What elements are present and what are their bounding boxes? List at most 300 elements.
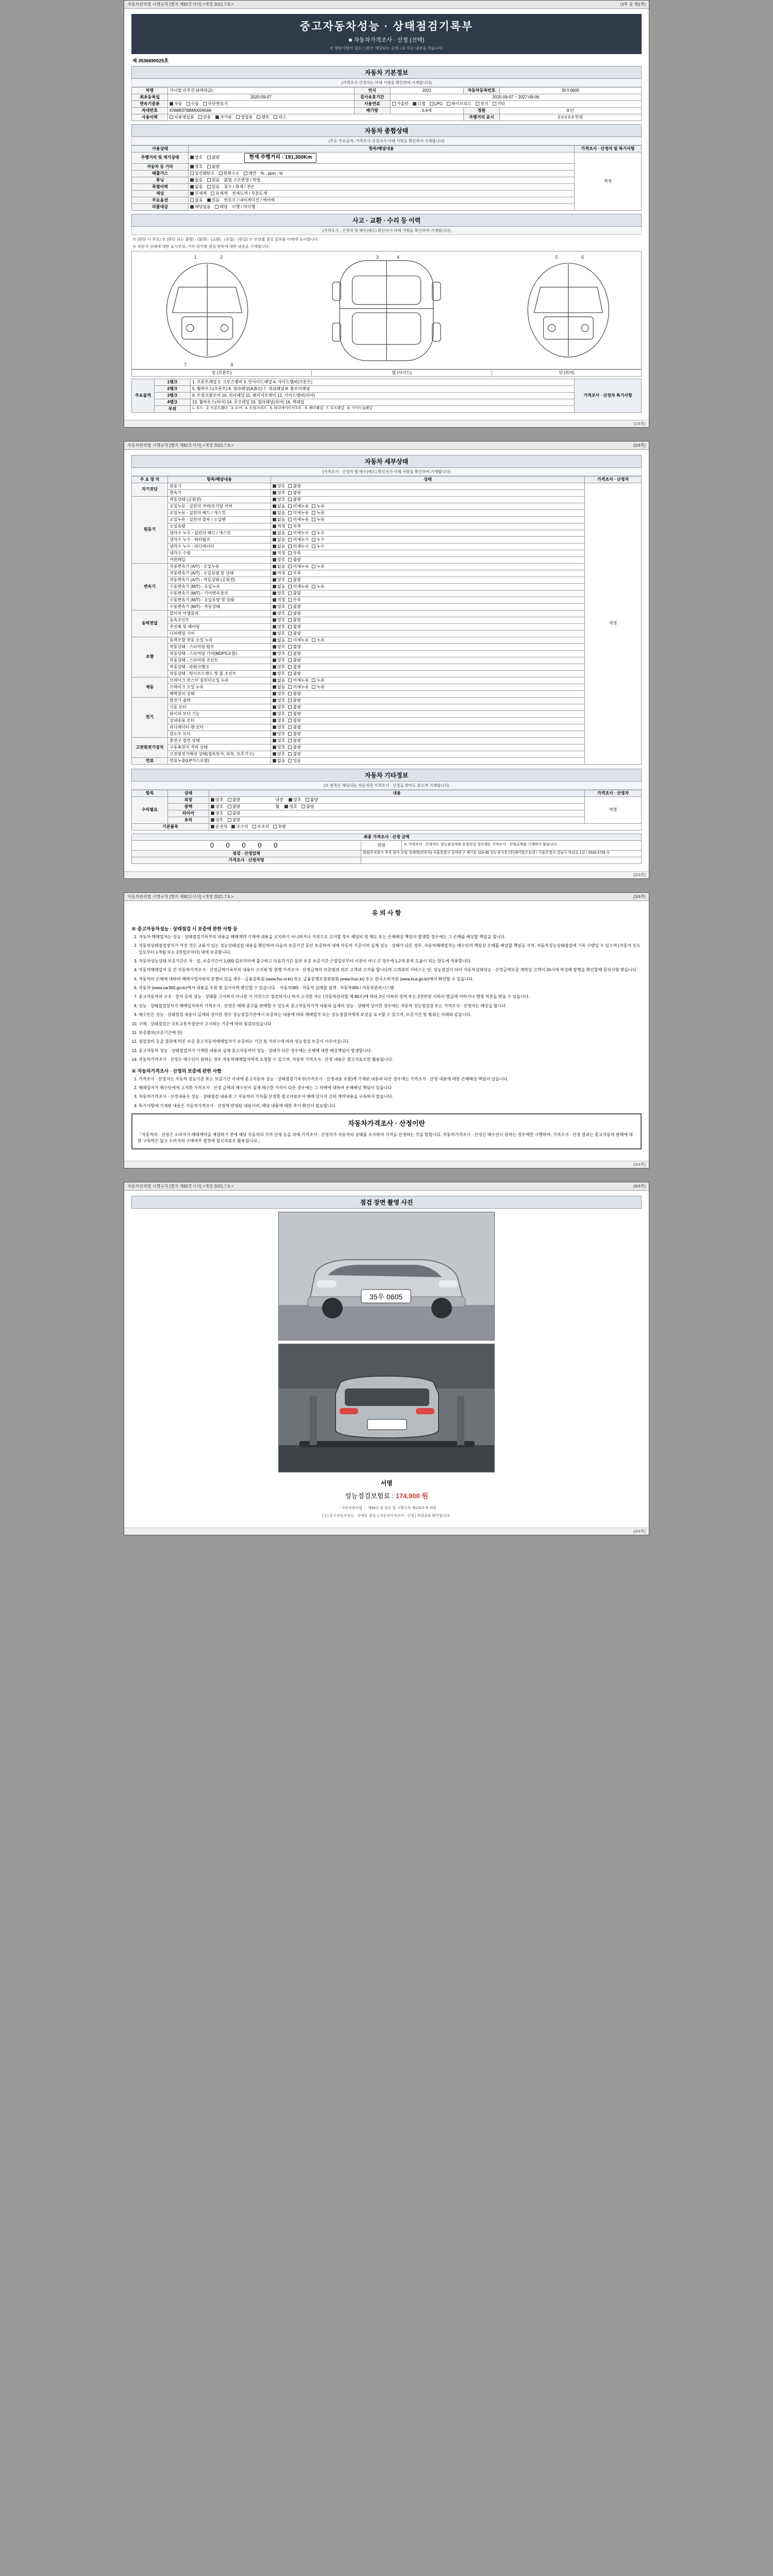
checkbox-fuel-lpg[interactable] <box>430 102 433 106</box>
checkbox-smoke[interactable] <box>244 172 247 175</box>
checkbox-2-1-2[interactable] <box>288 498 292 501</box>
value-disp: 0.4세 <box>390 108 463 114</box>
checkbox-3-5-2[interactable] <box>288 591 292 595</box>
checkbox-3-2-2[interactable] <box>288 571 292 575</box>
table-row <box>132 704 642 710</box>
basic-item-1: 조수석 <box>236 824 248 829</box>
checkbox-5-3-1[interactable] <box>273 652 276 655</box>
checkbox-4-3-1[interactable] <box>273 625 276 629</box>
table-row <box>132 710 642 717</box>
detail-item-label: 작동상태 - 스티어링 펌프 <box>168 643 271 650</box>
overall-row-0-value: 양호 불량 현재 주행거리 : 191,350Km <box>189 152 575 164</box>
checkbox-3-4-1[interactable] <box>273 585 276 588</box>
detail-item-options: 양호 불량 <box>271 710 585 717</box>
detail-group-label: 연료 <box>132 757 168 764</box>
checkbox-special-yes[interactable] <box>207 185 211 189</box>
legal-title: 자동차가격조사 · 산정이란 <box>348 1120 425 1128</box>
checkbox-7-5-2[interactable] <box>288 725 292 729</box>
checkbox-2-8-3[interactable] <box>312 545 315 548</box>
overall-row-5-label: 색상 <box>132 190 189 197</box>
checkbox-7-2-1[interactable] <box>273 705 276 709</box>
checkbox-polish-bad[interactable] <box>228 805 231 808</box>
checkbox-2-9-2[interactable] <box>288 551 292 555</box>
page-2 <box>124 441 649 879</box>
table-row <box>132 737 642 744</box>
checkbox-2-3-1[interactable] <box>273 511 276 515</box>
checkbox-usage-self[interactable] <box>215 115 219 119</box>
detail-item-options: 양호 불량 <box>271 744 585 751</box>
checkbox-basic-sub[interactable] <box>253 825 256 828</box>
checkbox-glass-good[interactable] <box>211 818 214 822</box>
frame-parts-label: 부위 <box>155 405 191 412</box>
part-3: 4. 트렁크리드 <box>245 406 267 411</box>
checkbox-2-7-1[interactable] <box>273 538 276 541</box>
detail-item-options: 없음 미세누유 누유 <box>271 637 585 643</box>
page1-pageref: (3쪽 중 제1쪽) <box>620 2 646 7</box>
section-etc-title: 자동차 기타정보 <box>131 769 642 782</box>
detail-item-label: 작동상태 - 파워크랭크 <box>168 664 271 670</box>
checkbox-usage-biz[interactable] <box>236 115 240 119</box>
svg-text:8: 8 <box>230 362 233 367</box>
detail-item-options: 양호 불량 <box>271 690 585 697</box>
checkbox-interior-good[interactable] <box>289 798 292 802</box>
checkbox-6-1-1[interactable] <box>273 679 276 682</box>
etc-table <box>131 790 642 831</box>
page4-ref-left: 자동차관리법 시행규칙 [별지 제82호서식] <개정 2021.7.6.> <box>127 1183 234 1189</box>
checkbox-7-1-2[interactable] <box>288 699 292 702</box>
checkbox-basic-passenger[interactable] <box>231 825 235 828</box>
checkbox-8-2-2[interactable] <box>288 745 292 749</box>
checkbox-mileage-good[interactable] <box>190 156 194 159</box>
checkbox-special-none[interactable] <box>190 185 194 189</box>
svg-text:2: 2 <box>220 254 223 260</box>
checkbox-3-6-1[interactable] <box>273 598 276 602</box>
checkbox-2-2-2[interactable] <box>288 504 292 508</box>
etc-row-0-value: 양호 불량 내장 양호 불량 <box>209 796 585 803</box>
label-seats: 정원 <box>463 108 499 114</box>
label-mileage-boxes: 주행거리 표시 <box>463 114 499 121</box>
checkbox-5-4-2[interactable] <box>288 658 292 662</box>
value-usage-options: 사용영업용 관용 자가용 영업용 렌트 리스 <box>168 114 464 121</box>
checkbox-2-7-3[interactable] <box>312 538 315 541</box>
checkbox-2-1-1[interactable] <box>273 498 276 501</box>
checkbox-2-2-3[interactable] <box>312 504 315 508</box>
label-carname: 차명 <box>132 88 168 94</box>
checkbox-7-4-1[interactable] <box>273 719 276 722</box>
checkbox-4-1-1[interactable] <box>273 612 276 615</box>
checkbox-trans-auto[interactable] <box>170 102 173 106</box>
checkbox-6-2-1[interactable] <box>273 685 276 689</box>
final-price-note: ※ 가격조사 · 산정자는 성능점검자와 동일인일 경우에는 가격조사 · 산정금액을 기재하지 않습니다. <box>402 840 642 850</box>
checkbox-6-3-2[interactable] <box>288 692 292 696</box>
checkbox-2-8-2[interactable] <box>288 545 292 548</box>
page4-ref-right: (4/4쪽) <box>633 1183 646 1189</box>
checkbox-wheel-bad[interactable] <box>301 805 305 808</box>
emission-values: % , ppm , % <box>260 171 283 176</box>
checkbox-7-6-1[interactable] <box>273 732 276 736</box>
checkbox-wheel-good[interactable] <box>284 805 288 808</box>
checkbox-option-yes[interactable] <box>207 198 211 202</box>
detail-group-label: 자기진단 <box>132 483 168 496</box>
table-row <box>132 697 642 704</box>
checkbox-2-6-3[interactable] <box>312 531 315 535</box>
checkbox-exterior-bad[interactable] <box>228 798 231 802</box>
checkbox-3-4-3[interactable] <box>312 585 315 588</box>
notice-item: 4. 자동차매매업자 등 간 자동차가격조사 · 산정금액기록부의 내용이 고지된 및 현행 가격조사 · 산정금액의 보증범위 외로 고객과 고지를 합니다며 고객과의 서비스는 단, 성능점검이 되어 자동차상태성능 · 산정금액보증 계약상 고객이 24시에 작성해 발행을 확인할때 문의사항 받습니다. <box>139 967 642 973</box>
checkbox-4-4-2[interactable] <box>288 632 292 635</box>
checkbox-polish-good[interactable] <box>211 805 214 808</box>
svg-text:7: 7 <box>183 362 187 367</box>
checkbox-7-1-1[interactable] <box>273 699 276 702</box>
legal-definition-box <box>131 1113 642 1149</box>
checkbox-recall-yes[interactable] <box>215 205 219 209</box>
photo-lift-svg <box>279 1344 495 1472</box>
checkbox-2-7-2[interactable] <box>288 538 292 541</box>
detail-item-options: 적정 부족 <box>271 550 585 556</box>
detail-item-label: 오일누유 - 실린더 블록 / 오일팬 <box>168 516 271 523</box>
checkbox-4-3-2[interactable] <box>288 625 292 629</box>
table-row <box>132 717 642 724</box>
checkbox-co[interactable] <box>190 172 194 175</box>
checkbox-4-4-1[interactable] <box>273 632 276 635</box>
checkbox-2-4-2[interactable] <box>288 518 292 521</box>
page1-topbar <box>124 1 649 9</box>
overall-row-1-value: 양호 불량 <box>189 163 575 170</box>
label-fuel: 사용연료 <box>354 101 390 108</box>
table-row <box>132 503 642 510</box>
svg-text:3: 3 <box>376 254 379 260</box>
table-row <box>132 496 642 503</box>
checkbox-3-3-1[interactable] <box>273 578 276 582</box>
detail-item-label: 수동변속기 (M/T) - 작동상태 <box>168 603 271 610</box>
checkbox-5-3-2[interactable] <box>288 652 292 655</box>
detail-table-body <box>132 483 642 764</box>
checkbox-usage-rent[interactable] <box>257 115 260 119</box>
detail-item-label: 클러치 어셈블리 <box>168 610 271 617</box>
etc-basic-items <box>209 823 642 830</box>
basic-item-0: 운전석 <box>215 824 228 829</box>
checkbox-usage-public[interactable] <box>198 115 202 119</box>
value-firstreg: 2020-09-07 <box>168 94 355 101</box>
checkbox-tuning-none[interactable] <box>190 178 194 182</box>
table-row <box>132 630 642 637</box>
overall-row-4-label: 특별이력 <box>132 183 189 190</box>
detail-item-options: 없음 미세누유 누유 <box>271 516 585 523</box>
form-legal-ref: 자동차관리법 시행규칙 [별지 제82호서식] <개정 2021.7.6.> <box>127 2 234 7</box>
checkbox-1-2-1[interactable] <box>273 491 276 495</box>
detail-item-label: 냉각수 누수 - 워터펌프 <box>168 536 271 543</box>
checkbox-5-1-3[interactable] <box>312 638 315 642</box>
checkbox-3-1-2[interactable] <box>288 565 292 568</box>
checkbox-fuel-ev[interactable] <box>476 102 479 106</box>
checkbox-2-8-1[interactable] <box>273 545 276 548</box>
checkbox-tire-good[interactable] <box>211 811 214 815</box>
table-row <box>132 677 642 684</box>
checkbox-hc[interactable] <box>219 172 223 175</box>
checkbox-interior-bad[interactable] <box>306 798 309 802</box>
table-row <box>132 597 642 603</box>
etc-row-1-label: 광택 <box>168 803 209 810</box>
section-detail-sub: (가격조사 · 산정자 및 매수(매도) 확인자가 아래 사항을 확인하여 기재합니다) <box>131 468 642 476</box>
checkbox-3-3-2[interactable] <box>288 578 292 582</box>
checkbox-4-2-1[interactable] <box>273 618 276 622</box>
checkbox-5-2-2[interactable] <box>288 645 292 649</box>
checkbox-2-10-1[interactable] <box>273 558 276 562</box>
checkbox-1-1-2[interactable] <box>288 484 292 488</box>
table-row <box>132 543 642 550</box>
checkbox-5-6-1[interactable] <box>273 672 276 675</box>
value-carname: 카니발 리무진 (4세대급) <box>168 88 355 94</box>
checkbox-trans-manual[interactable] <box>187 102 190 106</box>
checkbox-3-7-1[interactable] <box>273 605 276 608</box>
detail-item-label: 자동변속기 (A/T) - 작동상태 (공회전) <box>168 577 271 583</box>
checkbox-5-1-2[interactable] <box>288 638 292 642</box>
detail-item-label: 시동 모터 <box>168 704 271 710</box>
checkbox-2-10-2[interactable] <box>288 558 292 562</box>
value-trans-options: 자동 수동 무단변속기 <box>168 101 355 108</box>
checkbox-3-4-2[interactable] <box>288 585 292 588</box>
checkbox-2-2-1[interactable] <box>273 504 276 508</box>
etc-row-3-value: 양호 불량 <box>209 817 585 823</box>
page-title: 중고자동차성능 · 상태점검기록부 <box>299 21 474 32</box>
detail-item-options: 없음 미세누유 누유 <box>271 563 585 570</box>
checkbox-tire-bad[interactable] <box>228 811 231 815</box>
checkbox-exterior-good[interactable] <box>211 798 214 802</box>
checkbox-tuning-yes[interactable] <box>207 178 211 182</box>
checkbox-7-3-2[interactable] <box>288 712 292 716</box>
detail-item-options: 양호 불량 <box>271 556 585 563</box>
photo-foot-1: 「 자동차관리법 」 제58조 및 같은 법 시행규칙 제120조에 따라 <box>337 1506 436 1510</box>
label-year: 연식 <box>354 88 390 94</box>
checkbox-2-5-2[interactable] <box>288 524 292 528</box>
checkbox-1-1-1[interactable] <box>273 484 276 488</box>
checkbox-2-4-1[interactable] <box>273 518 276 521</box>
detail-item-label: 연료누출(LP가스포함) <box>168 757 271 764</box>
etc-row-0-label: 외장 <box>168 796 209 803</box>
checkbox-basic-driver[interactable] <box>211 825 214 828</box>
checkbox-option-none[interactable] <box>190 198 194 202</box>
table-row <box>132 650 642 657</box>
detail-item-label: 동력조향 작동 오일 누유 <box>168 637 271 643</box>
etc-row-2-label: 타이어 <box>168 810 209 817</box>
notice-list-1 <box>139 934 642 1063</box>
table-row <box>132 610 642 617</box>
checkbox-5-5-2[interactable] <box>288 665 292 669</box>
checkbox-8-3-1[interactable] <box>273 752 276 756</box>
table-row <box>132 724 642 731</box>
label-regno: 자동차등록번호 <box>463 88 499 94</box>
checkbox-3-5-1[interactable] <box>273 591 276 595</box>
etc-row-2-value: 양호 불량 <box>209 810 585 817</box>
page-4 <box>124 1182 649 1536</box>
detail-item-label: 작동상태 (공회전) <box>168 496 271 503</box>
inspection-photo-lift <box>278 1344 495 1472</box>
etc-right-value: 적정 <box>585 796 642 823</box>
checkbox-8-1-1[interactable] <box>273 739 276 742</box>
section-accident-sub: (가격조사 · 산정자 및 매수(매도) 확인자가 아래 사항을 확인하여 기재합니다) <box>131 227 642 235</box>
checkbox-5-4-1[interactable] <box>273 658 276 662</box>
checkbox-color-chromatic[interactable] <box>211 192 214 195</box>
table-row <box>132 570 642 577</box>
page2-ref-right: (2/4쪽) <box>633 443 646 448</box>
company-label2: 가격조사 · 산정자명 <box>132 857 361 863</box>
table-row <box>132 657 642 664</box>
table-row <box>132 489 642 496</box>
checkbox-2-9-1[interactable] <box>273 551 276 555</box>
etc-row-3-label: 유리 <box>168 817 209 823</box>
detail-item-options: 양호 불량 <box>271 623 585 630</box>
checkbox-other-good[interactable] <box>190 165 194 168</box>
detail-item-options: 양호 불량 <box>271 657 585 664</box>
recall-detail: 이행 / 미이행 <box>231 204 256 209</box>
checkbox-3-6-2[interactable] <box>288 598 292 602</box>
detail-item-options: 양호 불량 <box>271 617 585 623</box>
overall-row-4-value: 없음 있음 침수 / 화재 / 전손 <box>189 183 575 190</box>
detail-item-label: 작동상태 - 타이로드엔드 및 볼 조인트 <box>168 670 271 677</box>
table-row <box>132 510 642 516</box>
car-diagram <box>131 251 642 369</box>
notice-item: 1. 자동차 매매업자는 성능 · 상태점검기록부의 내용을 매매계약 기재에 내용을 교지하기 아니하거나 거짓으로 고지할 경우 패널티 및 매도 또는 손해배상 책임이 발생할 경우에는 그 손해를 배상할 책임을 집니다. <box>139 934 642 940</box>
table-row <box>132 523 642 530</box>
detail-item-label: 라디에이터 팬 모터 <box>168 724 271 731</box>
notice-item: 3. 자동차성능상태 보증기간은 자 · 일, 보증기간이 1,000 킬로미터에 불구하고 다음각기간 동안 보증 보증기간 근접일로부터 이전이 아니 큰 경우에 1,2개 본의 도움이 되는 한도에 적용합니다. <box>139 958 642 964</box>
detail-item-options: 양호 불량 <box>271 664 585 670</box>
detail-item-options: 없음 있음 <box>271 757 585 764</box>
document-number: 제 3536690025호 <box>132 58 169 63</box>
detail-item-label: 수동변속기 (M/T) - 기어변속장치 <box>168 590 271 597</box>
checkbox-7-4-2[interactable] <box>288 719 292 722</box>
checkbox-2-5-1[interactable] <box>273 524 276 528</box>
checkbox-5-6-2[interactable] <box>288 672 292 675</box>
frame-items-2: 9. 트렁크플로어 10. 리어패널 11. 패키지트레이 12. 사이드멤버(리어) <box>191 392 575 399</box>
checkbox-6-1-2[interactable] <box>288 679 292 682</box>
detail-item-label: 오일유량 <box>168 523 271 530</box>
frame-items-0: 1. 프론트패널 2. 크로스멤버 3. 인사이드패널 4. 사이드멤버(프론트) <box>191 379 575 385</box>
checkbox-7-5-1[interactable] <box>273 725 276 729</box>
detail-group-label: 동력전달 <box>132 610 168 637</box>
checkbox-color-achromatic[interactable] <box>190 192 194 195</box>
checkbox-fuel-hybrid[interactable] <box>447 102 450 106</box>
checkbox-fuel-diesel[interactable] <box>413 102 416 106</box>
overall-table <box>131 145 642 211</box>
detail-item-label: 오일누유 - 실린더 커버/로커암 커버 <box>168 503 271 510</box>
checkbox-fuel-gasoline[interactable] <box>392 102 396 106</box>
notice-item: 12. 점검장비 등급 결과에 따른 보증 중고자동차매매업자가 보증하는 기간 및 거리수에 따라 성능점검 보증이 이루어집니다. <box>139 1039 642 1045</box>
detail-right-note: 적정 <box>585 483 642 764</box>
checkbox-5-5-1[interactable] <box>273 665 276 669</box>
etc-col-3: 가격조사 · 산정자 <box>585 790 642 796</box>
checkbox-6-1-3[interactable] <box>312 679 315 682</box>
checkbox-usage-lease[interactable] <box>274 115 277 119</box>
label-firstreg: 최초등록일 <box>132 94 168 101</box>
checkbox-fuel-cng[interactable] <box>493 102 496 106</box>
overall-row-6-label: 주요옵션 <box>132 197 189 204</box>
detail-item-options: 양호 불량 <box>271 483 585 489</box>
checkbox-recall-na[interactable] <box>190 205 194 209</box>
value-vin: KNMB3TBBM0009569 <box>168 108 355 114</box>
frame-title: 주요골격 <box>132 379 155 412</box>
part-2: 3. 도어 <box>231 406 242 411</box>
checkbox-8-1-2[interactable] <box>288 739 292 742</box>
accident-legend-note2: ※ 자동차 상태에 대한 표시부위, 기타 위치별 점검 항목에 대한 내용을 기재합니다. <box>132 244 270 249</box>
notice-item-2: 2. 매매업자가 매수인에게 고지한 가격조사 · 산정 금액과 매수인이 실제 매수한 가격이 다른 경우에는 그 차액에 대하여 손해배상 책임이 있습니다. <box>139 1085 642 1091</box>
checkbox-6-2-3[interactable] <box>312 685 315 689</box>
checkbox-7-2-2[interactable] <box>288 705 292 709</box>
checkbox-7-3-1[interactable] <box>273 712 276 716</box>
detail-group-label: 변속기 <box>132 563 168 610</box>
basic-info-table <box>131 87 642 121</box>
checkbox-8-3-2[interactable] <box>288 752 292 756</box>
checkbox-usage-private[interactable] <box>170 115 173 119</box>
label-inspection: 검사유효기간 <box>354 94 390 101</box>
checkbox-2-6-2[interactable] <box>288 531 292 535</box>
car-view-labels-table <box>131 369 642 377</box>
checkbox-glass-bad[interactable] <box>228 818 231 822</box>
checkbox-6-3-1[interactable] <box>273 692 276 696</box>
detail-item-options: 없음 미세누수 누수 <box>271 530 585 536</box>
checkbox-2-3-2[interactable] <box>288 511 292 515</box>
checkbox-mileage-bad[interactable] <box>207 156 211 159</box>
detail-item-label: 배력장치 상태 <box>168 690 271 697</box>
checkbox-2-3-3[interactable] <box>312 511 315 515</box>
checkbox-1-2-2[interactable] <box>288 491 292 495</box>
checkbox-3-2-1[interactable] <box>273 571 276 575</box>
checkbox-other-bad[interactable] <box>207 165 211 168</box>
table-row <box>132 744 642 751</box>
overall-row-0-label: 주행거리 및 계기상태 <box>132 152 189 164</box>
view-label-rear: 뒤 (리어) <box>492 369 641 376</box>
checkbox-2-6-1[interactable] <box>273 531 276 535</box>
detail-item-options: 없음 미세누수 누수 <box>271 536 585 543</box>
detail-item-label: 오일누유 - 실린더 헤드 / 개스킷 <box>168 510 271 516</box>
detail-table <box>131 476 642 765</box>
page3-topbar <box>124 893 649 901</box>
checkbox-3-1-1[interactable] <box>273 565 276 568</box>
overall-row-2-label: 배출가스 <box>132 170 189 177</box>
checkbox-8-2-1[interactable] <box>273 745 276 749</box>
checkbox-5-1-1[interactable] <box>273 638 276 642</box>
frame-right-title: 가격조사 · 산정자 특기사항 <box>575 379 642 412</box>
checkbox-5-2-1[interactable] <box>273 645 276 649</box>
detail-item-options: 양호 불량 <box>271 704 585 710</box>
checkbox-4-2-2[interactable] <box>288 618 292 622</box>
notice-item: 6. 자동차 (www.car365.go.kr)에서 내용을 조회 및 검사이력 확인할 수 있습니다. · 자동차365 · 자동차 실매물 검색 : 자동차365 / 자동차관리시스템 <box>139 985 642 991</box>
checkbox-9-1-1[interactable] <box>273 759 276 762</box>
checkbox-basic-rear[interactable] <box>273 825 277 828</box>
checkbox-9-1-2[interactable] <box>288 759 292 762</box>
inspector-name-value <box>361 857 642 863</box>
checkbox-4-1-2[interactable] <box>288 612 292 615</box>
page3-ref-right: (3/4쪽) <box>633 894 646 899</box>
checkbox-6-2-2[interactable] <box>288 685 292 689</box>
checkbox-7-6-2[interactable] <box>288 732 292 736</box>
checkbox-3-1-3[interactable] <box>312 565 315 568</box>
checkbox-3-7-2[interactable] <box>288 605 292 608</box>
page3-ref-left: 자동차관리법 시행규칙 [별지 제82호서식] <개정 2021.7.6.> <box>127 894 234 899</box>
detail-item-label: 발전기 출력 <box>168 697 271 704</box>
checkbox-trans-cvt[interactable] <box>203 102 207 106</box>
notice-item: 8. 성능 · 상태점검장치가 매매업자와의 가격조사 · 산정은 매매 중고를 판매할 수 있도록 중고자동차가격 내용과 실제의 성능 · 상태에 상이한 경우에는 자동차 성능점검장 또는 가격조사 · 산정자는 배상을 합니다. <box>139 1003 642 1009</box>
part-5: 6. 쿼터패널 <box>305 406 323 411</box>
detail-item-options: 없음 미세누유 누유 <box>271 583 585 590</box>
detail-item-options: 양호 불량 <box>271 496 585 503</box>
etc-row-1-label2: 휠 <box>275 804 280 809</box>
checkbox-2-4-3[interactable] <box>312 518 315 521</box>
detail-item-label: 추진축 및 베어링 <box>168 623 271 630</box>
label-trans: 변속기종류 <box>132 101 168 108</box>
overall-col-0: 사용상태 <box>132 146 189 152</box>
detail-item-options: 적정 부족 <box>271 597 585 603</box>
